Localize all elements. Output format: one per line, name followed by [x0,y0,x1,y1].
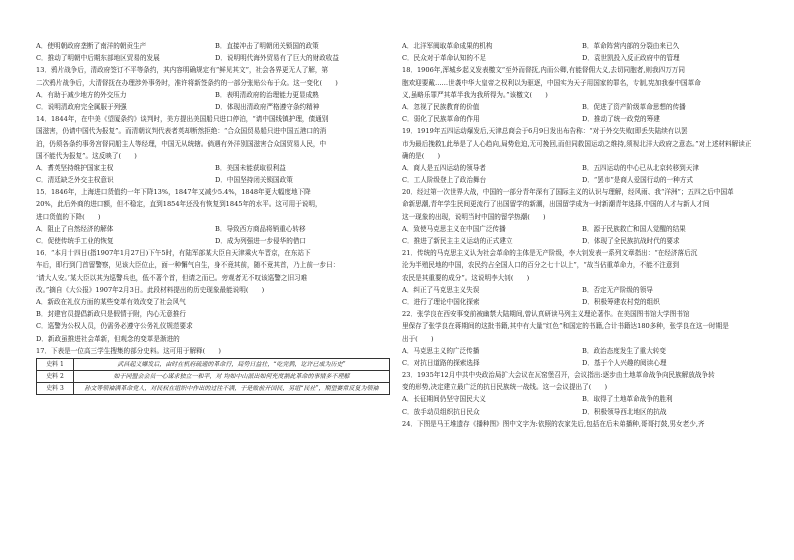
table-cell: 武昌起义爆发后，由时在机府疏通的革命行，局势日益壮，“吃完鹑，讫许已成为历史” [74,358,390,370]
option-row [36,235,394,247]
text-line: 泊，仍须各条约事务宫督同船主人等经理，中国无从统辖。倘遇有外洋别国滋害合众国贸易人民，中 [36,139,327,148]
option-right: D．“罢市”是商人爱国行动的一种方式 [582,176,693,185]
option-left: A．忽视了民族教育的价值 [402,102,480,111]
option-right: B．取得了土地革命战争的胜利 [582,395,673,404]
text-line: 二次鸦片战争后，大清督抚在办理涉外事务时，准许将新签条约的一部分张贴公布于众。这一变化( ) [36,78,338,87]
option-right: D．基于个人兴趣的阅读心理 [582,358,667,367]
option-row [36,174,394,186]
text-line: C．巡警为公权人员，仍需务必遵守公务礼仪规范要求 [36,322,193,331]
option-right: B．促进了资产阶级革命思想的传播 [582,102,686,111]
text-line: D．新政虽推进社会革新，但观念的变革是渐进的 [36,334,180,343]
text-line: 22．张学良在西安事变前被幽禁大陆期间,曾认真研读马列主义理论著作。在美国图书馆大学图书馆 [402,310,690,319]
text-line: 市为最后挽救],此举是了人心趋向,局势危迫,无可挽回,而但同救国运动之维持,须视北洋大政府之意态。”对上述材料解读正 [402,139,752,148]
text-line: 农民是其重要的成分”。这说明李大钊( ) [402,273,530,282]
option-row [402,174,762,186]
text-line: 21．传统的马克思主义认为社会革命的主体是无产阶级，李大钊发表一系列文章指出：“在经济落后沉 [402,249,698,258]
option-row [36,89,394,101]
text-line: 16．“本月十四日(指1907年1月27日)下午5时，有陆军部某大臣自天津乘火车晋京，在东站下 [36,249,311,258]
table-row [37,370,390,382]
table-row-header: 史料 2 [37,370,74,382]
option-right: D．积极领导西北地区的抗战 [582,407,667,416]
option-right: D．说明明代海外贸易有了巨大的财政收益 [215,54,339,63]
text-line: 这一现象的出现，说明当时中国的留学热潮( ) [402,212,546,221]
text-line: 19．1919年五四运动爆发后,天津总商会于6月9日发出布告称：“对于外交失败[即丢失陆续有以罢 [402,127,688,136]
option-right: D．成为列强进一步侵华的借口 [215,237,307,245]
option-left: A．有助于减少地方的外交压力 [36,90,127,99]
text-line: 车后，即行到门首留警察，见该大臣位止，面一种懈气自生，身不竟其前，随不竟其首，乃上前一步曰： [36,261,340,270]
option-left: C．放手动员组织抗日民众 [402,407,480,416]
text-line: 23．1935年12月中共中央政治局扩大会议在瓦窑堡召开，会议指出:逐步由土地革命战争向民族解放战争转 [402,371,715,380]
option-row [36,223,394,235]
text-line: A．新政在礼仪方面的某些变革有效改变了社会风气 [36,297,186,306]
option-right: D．中国坚持闭关锁国政策 [215,176,293,185]
text-line: ‘请大人安。’某大臣以其为巡警兵也，低不著个首，但请之而已。旁观者无不叹该巡警之旧习难 [36,273,308,282]
option-right: D．推动了统一政党的筹建 [582,115,660,124]
text-line: 变的形势,决定建立最广泛的抗日民族统一战线。这一会议提出了( ) [402,383,608,392]
option-left: A．阻止了自然经济的解体 [36,224,114,233]
option-right: D．体现出清政府严格遵守条约精神 [215,102,320,111]
option-right: B．五四运动的中心已从北京转移到天津 [582,163,699,172]
option-right: B．表明清政府的治理能力更显成熟 [215,90,319,99]
text-line: 国不能代为报复”。这反映了( ) [36,151,137,160]
option-row [36,40,394,52]
option-row [402,223,762,235]
option-left: A．使明朝政府垄断了南洋的朝贡生产 [36,42,147,50]
option-right: B．政治态度发生了重大转变 [582,346,666,355]
option-left: A．马克思主义的广泛传播 [402,346,480,355]
table-row-header: 史料 1 [37,358,74,370]
option-left: A．商人是五四运动的领导者 [402,163,486,172]
option-right: D．积极筹建农村党的组织 [582,297,660,306]
text-line: 20．经过第一次世界大战，中国的一部分青年深有了国际主义的认识与理解，经风雨、我“洋洲”；五四之后中国革 [402,188,734,197]
option-left: A．长征期间仍坚守国民大义 [402,395,486,404]
option-left: A．致使马克思主义在中国广泛传播 [402,224,506,233]
source-table [36,358,390,395]
text-line: 20%，此后外商的进口额，但不稳定，直到1854年还没有恢复到1845年的水平。这可用于说明， [36,200,322,209]
option-left: C．对抗日道路的探索选择 [402,358,480,367]
option-right: B．导致西方商品将销重心转移 [215,224,306,233]
option-left: C．民众对于革命认知的不足 [402,54,487,63]
right-column [402,40,762,430]
option-right: B．否定无产阶级的领导 [582,285,653,294]
option-left: A．北洋军阀取革命成果的机构 [402,42,493,50]
table-cell: 如于同盟会会员一心谋求独立一和平，对 均如中山派出如何充度割此革命的事情多不理解 [74,370,390,382]
option-left: A．耆英坚持维护国家主权 [36,163,114,172]
option-row [402,52,762,64]
option-left: C．清廷缺乏外交主权意识 [36,176,114,185]
text-line: 进口货值的下降( ) [36,212,101,221]
text-line: 沦为半殖民地的中国，农民约占全国人口的百分之七十以上”，“故当佔重革命力，不能不注意到 [402,261,680,270]
option-row [402,406,762,418]
option-row [402,101,762,113]
option-row [402,357,762,369]
option-left: C．推进了新民主主义运动的正式建立 [402,237,513,245]
option-row [402,284,762,296]
left-column [36,40,394,395]
option-left: C．弱化了民族革命的作用 [402,115,480,124]
option-right: D．袁世凯投入反正政府中的管理 [582,54,680,63]
option-row [402,40,762,52]
option-left: A．纠正了马克思主义失误 [402,285,480,294]
text-line: 里保存了张学良在蒋期间的这批书籍,其中有大量“红色”和国定的书籍,合计书籍达180多种，张学良在这一时期是 [402,322,729,331]
option-left: C．说明清政府完全属服于列强 [36,102,127,111]
option-right: B．源于民族救亡和国人觉醒的结果 [582,224,686,233]
table-cell: 孙文等领袖满革命党人，对民权在组织中作出的过往不满，于是败前开国民，另组“民社”，期望赛常反复为领袖 [74,382,390,394]
option-right: B．直接冲击了明朝闭关锁国的政策 [215,42,319,50]
text-line: 国滋害，仍请中国代为报复”。而清朝议判代表者英却断然拒绝：“合众国贸易船只进中国五港口的消 [36,127,327,136]
option-right: D．体现了全民族抗战时代的要求 [582,237,680,245]
table-row-header: 史料 3 [37,382,74,394]
option-row [402,296,762,308]
option-left: C．进行了理论中国化探索 [402,297,480,306]
option-left: C．推动了明朝中后期东部地区贸易的发展 [36,54,160,63]
text-line: 改。”摘自《大公报》1907年2月3日。此段材料提出的历史现象最能说明( ) [36,285,265,294]
option-row [402,235,762,247]
text-line: 胞欢迎要戴……世袭中华大皇帝之权利以为驱逐，中国实为天子用国家的罪名，专制,宪加我泰中国革命 [402,78,701,87]
text-line: 义,虽略乐罪严其革半我为我所得为。”该檄文( ) [402,90,548,99]
text-line: 出于( ) [402,334,434,343]
option-left: C．促使传统手工业的恢复 [36,237,114,245]
option-left: C．工人阶级登上了政治舞台 [402,176,487,185]
option-row [402,345,762,357]
text-line: 24．下图是马王堆遗存《播种图》图中文字为:依照的农家先后,包括在后未弟播种,哥哥打鼓,男女老少,齐 [402,419,705,428]
option-row [36,162,394,174]
text-line: 命新思潮,青年学生民间更流行了出国留学的新潮，出国留学成为一时新潮青年选择,中国的人才与新人才间 [402,200,710,209]
option-row [402,113,762,125]
option-row [36,101,394,113]
option-row [402,162,762,174]
option-right: B．革命阵营内部的分裂由来已久 [582,42,680,50]
table-row [37,358,390,370]
text-line: 确的是( ) [402,151,441,160]
text-line: 18．1906年,浑城乡起义发表檄文“至外而督抚,内而公卿,有能督佣大义,去切同胞者,则我四万万同 [402,66,685,75]
text-line: B．封建官员提倡新政只是假情于附，内心无意推行 [36,310,186,319]
option-row [36,52,394,64]
option-row [402,393,762,405]
text-line: 13．鸦片战争后，清政府签订不平等条约，其内容明确规定有“鲜见其文”，社会各界更无人了解，第 [36,66,329,75]
text-line: 15．1846年，上海进口货值约一年下降13%，1847年又减少5.4%，1848年更大幅度地下降 [36,188,311,197]
option-right: B．美国未能获取很利益 [215,163,286,172]
table-row [37,382,390,394]
text-line: 14．1844年，在中美《望厦条约》谈判时，美方提出美国船只进口停泊，“请中国线镇护理，债通别 [36,115,329,124]
text-line: 17．下表是一位高三学生搜集的部分史料。这可用于解释( ) [36,346,221,355]
